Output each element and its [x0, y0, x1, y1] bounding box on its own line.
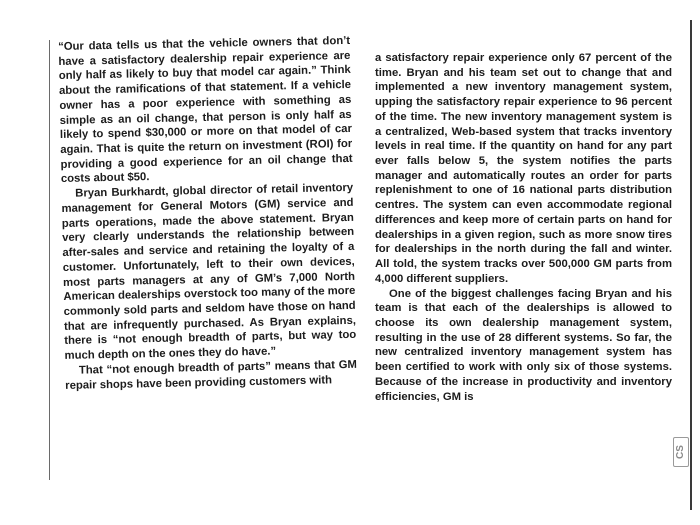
paragraph: “Our data tells us that the vehicle owners that don’t have a satisfactory dealership repair experience are only half as likely to buy that model car again.” Think about the ramifications of that statement. If a vehicle owner has a poor experience with something as simple as an oil change, that person is only half as likely to spend $30,000 or more on that model of car again. That is quite the return on investment (ROI) for providing a good experience for an oil change that costs about $50.: [58, 34, 353, 186]
scanner-watermark: CS: [673, 437, 689, 467]
paragraph: Bryan Burkhardt, global director of retail inventory management for General Motors (GM) service and parts operations, made the above statement. Bryan very clearly understands the relationship between after-sales and service and retaining the loyalty of a customer. Unfortunately, left to their own devices, most parts managers at any of GM’s 7,000 North American dealerships overstock too many of the more commonly sold parts and seldom have those on hand that are infrequently purchased. As Bryan explains, there is “not enough breadth of parts, but way too much depth on the ones they do have.”: [61, 182, 357, 363]
page-right-edge: [690, 20, 692, 510]
left-text-column: [58, 34, 357, 393]
right-text-column: [375, 51, 672, 404]
paragraph: a satisfactory repair experience only 67 percent of the time. Bryan and his team set out to change that and implemented a new inventory management system, upping the satisfactory repair experience to 96 percent of the time. The new inventory management system is a centralized, Web-based system that tracks inventory levels in real time. If the quantity on hand for any part ever falls below 5, the system notifies the parts manager and automatically routes an order for parts replenishment to one of 16 national parts distribution centres. The system can even accommodate regional differences and keep more of certain parts on hand for dealerships in a given region, such as more snow tires for dealerships in the north during the fall and winter. All told, the system tracks over 500,000 GM parts from 4,000 different suppliers.: [375, 52, 672, 285]
paragraph: That “not enough breadth of parts” means that GM repair shops have been providing customers with: [65, 358, 357, 392]
page-left-edge: [49, 40, 50, 480]
paragraph: One of the biggest challenges facing Bryan and his team is that each of the dealerships is allowed to choose its own dealership management system, resulting in the use of 28 different systems. So far, the new centralized inventory management system has been certified to work with only six of those systems. Because of the increase in productivity and inventory efficiencies, GM is: [375, 287, 672, 403]
